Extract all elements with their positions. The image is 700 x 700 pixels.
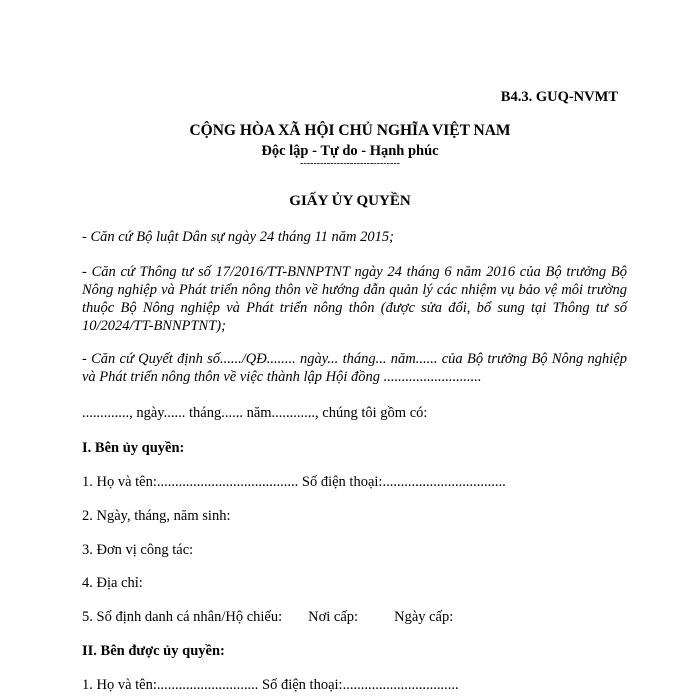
issued-place-label: Nơi cấp: [308, 609, 359, 625]
grantor-birthdate: 2. Ngày, tháng, năm sinh: [82, 508, 231, 524]
document-title: GIẤY ỦY QUYỀN [289, 193, 411, 209]
grantor-id-line [82, 609, 453, 626]
legal-basis-1: - Căn cứ Bộ luật Dân sự ngày 24 tháng 11 năm 2015; [82, 229, 394, 245]
grantor-id-label: 5. Số định danh cá nhân/Hộ chiếu: [82, 609, 283, 625]
form-code: B4.3. GUQ-NVMT [500, 89, 618, 105]
section-1-heading: I. Bên ủy quyền: [82, 440, 185, 456]
nation-heading: CỘNG HÒA XÃ HỘI CHỦ NGHĨA VIỆT NAM [189, 122, 511, 139]
grantor-workplace: 3. Đơn vị công tác: [82, 542, 194, 558]
legal-basis-3: - Căn cứ Quyết định số....../QĐ........ ngày... tháng... năm...... của Bộ trưởng Bộ Nông nghiệp và Phát triển nông thôn về việc thành lập Hội đồng ........................... [82, 351, 627, 385]
date-line: ............., ngày...... tháng...... năm............, chúng tôi gồm có: [82, 405, 428, 421]
legal-basis-2: - Căn cứ Thông tư số 17/2016/TT-BNNPTNT ngày 24 tháng 6 năm 2016 của Bộ trưởng Bộ Nông nghiệp và Phát triển nông thôn về hướng dẫn quản lý các nhiệm vụ bảo vệ môi trường thuộc Bộ Nông nghiệp và Phát triển nông thôn (được sửa đổi, bổ sung tại Thông tư số 10/2024/TT-BNNPTNT); [82, 264, 627, 334]
grantor-address: 4. Địa chỉ: [82, 575, 143, 591]
section-2-heading: II. Bên được ủy quyền: [82, 643, 225, 659]
grantor-name-phone: 1. Họ và tên:....................................... Số điện thoại:.................................. [82, 474, 506, 490]
issued-date-label: Ngày cấp: [394, 609, 454, 625]
motto: Độc lập - Tự do - Hạnh phúc [261, 143, 439, 159]
divider: ------------------------------ [300, 158, 400, 169]
grantee-name-phone: 1. Họ và tên:............................ Số điện thoại:................................ [82, 677, 459, 693]
